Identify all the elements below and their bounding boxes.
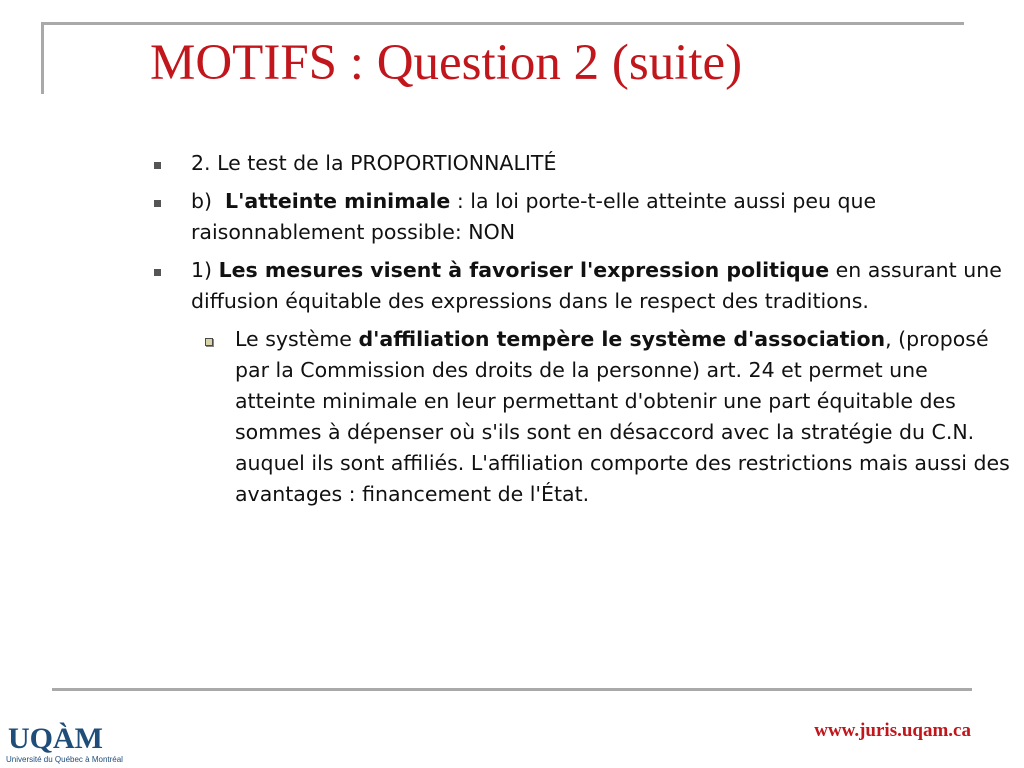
bullet-rest-text: : la loi porte-t-elle atteinte aussi peu que raisonnablement possible: NON: [191, 189, 877, 244]
logo-text: UQÀM: [8, 722, 103, 755]
bullet-bold-text: L'atteinte minimale: [225, 189, 451, 213]
slide-content: [150, 148, 1010, 510]
top-frame-line: [42, 22, 964, 25]
footer-divider: [52, 688, 972, 691]
bullet-item-atteinte-minimale: [150, 186, 1010, 248]
left-frame-line: [41, 22, 44, 94]
square-bullet-icon: [154, 162, 161, 169]
square-bullet-icon: [154, 200, 161, 207]
slide-title: MOTIFS : Question 2 (suite): [150, 35, 743, 91]
uqam-logo: [4, 718, 154, 766]
box-bullet-icon: [205, 338, 213, 346]
bullet-bold-text: Les mesures visent à favoriser l'expression politique: [218, 258, 830, 282]
sub-bullet-rest-text: , (proposé par la Commission des droits de la personne) art. 24 et permet une atteinte minimale en leur permettant d'obtenir une part équitable des sommes à dépenser où s'ils sont en désaccord avec la stratégie du C.N. auquel ils sont affiliés. L'affiliation comporte des restrictions mais aussi des avantages : financement de l'État.: [235, 327, 1010, 506]
sub-bullet-bold-text: d'affiliation tempère le système d'association: [358, 327, 886, 351]
bullet-text: 2. Le test de la PROPORTIONNALITÉ: [191, 151, 557, 175]
website-link[interactable]: www.juris.uqam.ca: [814, 720, 971, 741]
sub-bullet-prefix: Le système: [235, 327, 359, 351]
sub-bullet-affiliation: [150, 324, 1010, 510]
bullet-item-mesures: [150, 255, 1010, 317]
bullet-item-proportionnalite: [150, 148, 1010, 179]
bullet-prefix: 1): [191, 258, 219, 282]
square-bullet-icon: [154, 269, 161, 276]
logo-subtitle: Université du Québec à Montréal: [6, 755, 123, 764]
bullet-prefix: b): [191, 189, 226, 213]
bullet-rest-text: en assurant une diffusion équitable des expressions dans le respect des traditions.: [191, 258, 1002, 313]
